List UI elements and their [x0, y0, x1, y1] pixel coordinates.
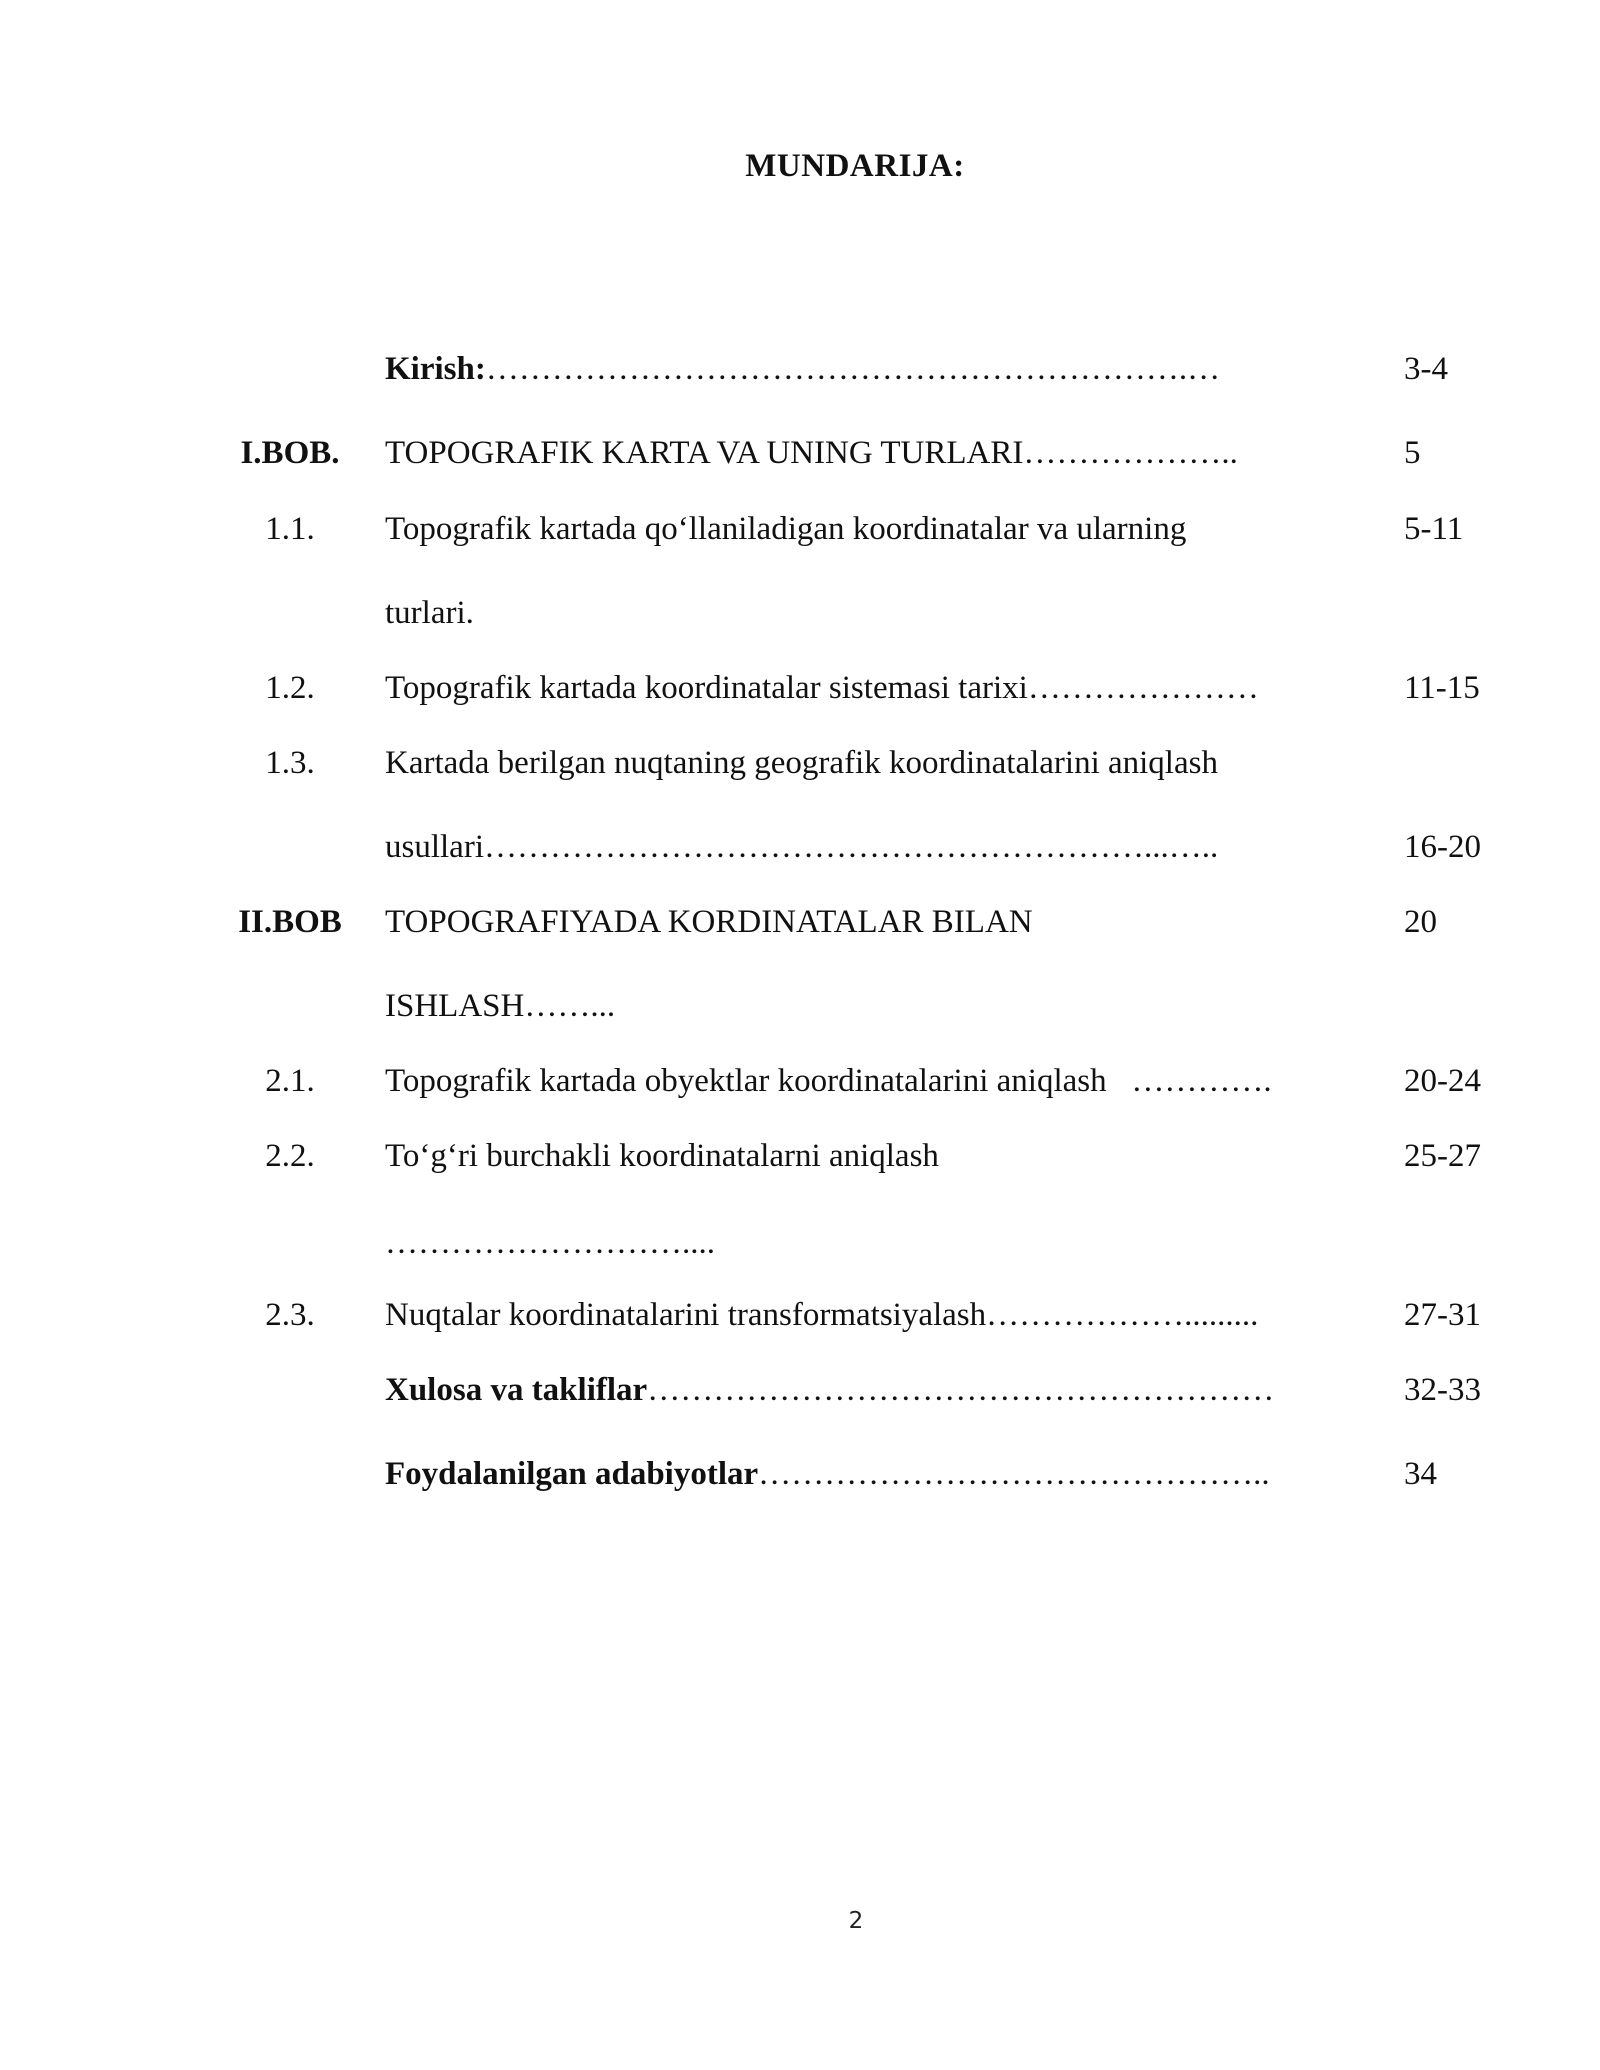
- toc-entry-page: 5-11: [1404, 511, 1464, 547]
- toc-entry-page: 5: [1404, 435, 1421, 471]
- toc-entry-page: 20: [1404, 904, 1437, 940]
- toc-entry-page: 20-24: [1404, 1063, 1481, 1099]
- toc-entry-title: TOPOGRAFIK KARTA VA UNING TURLARI………………..: [385, 435, 1238, 471]
- toc-entry-page: 32-33: [1404, 1372, 1481, 1408]
- toc-entry-title: ISHLASH……...: [385, 988, 616, 1024]
- page-number: 2: [848, 1908, 864, 1934]
- toc-entry-title: To‘g‘ri burchakli koordinatalarni aniqlash: [385, 1138, 939, 1174]
- toc-entry-page: 27-31: [1404, 1297, 1481, 1333]
- toc-entry-title: Foydalanilgan adabiyotlar………………………………………..: [385, 1456, 1270, 1492]
- page-title: MUNDARIJA:: [745, 148, 965, 184]
- toc-entry-page: 34: [1404, 1456, 1437, 1492]
- toc-leader-dots: ………………………....: [385, 1225, 715, 1261]
- toc-entry-number: 1.2.: [265, 670, 315, 706]
- toc-entry-title: Topografik kartada koordinatalar sistemasi tarixi…………………: [385, 670, 1259, 706]
- toc-entry-number: II.BOB: [238, 904, 342, 940]
- toc-entry-title: usullari……………………………………………………...…..: [385, 829, 1219, 865]
- toc-entry-title: Kirish:……………………………………………………….…: [385, 351, 1221, 387]
- toc-entry-page: 3-4: [1404, 351, 1448, 387]
- toc-entry-title: Nuqtalar koordinatalarini transformatsiyalash……………….........: [385, 1297, 1259, 1333]
- toc-entry-title: Topografik kartada qo‘llaniladigan koordinatalar va ularning: [385, 511, 1187, 547]
- toc-entry-page: 11-15: [1404, 670, 1480, 706]
- toc-entry-number: 2.3.: [265, 1297, 315, 1333]
- toc-entry-number: 1.3.: [265, 745, 315, 781]
- toc-entry-title: Kartada berilgan nuqtaning geografik koordinatalarini aniqlash: [385, 745, 1218, 781]
- toc-entry-title: turlari.: [385, 595, 474, 631]
- toc-entry-number: 2.1.: [265, 1063, 315, 1099]
- toc-entry-title: TOPOGRAFIYADA KORDINATALAR BILAN: [385, 904, 1033, 940]
- toc-entry-page: 25-27: [1404, 1138, 1481, 1174]
- toc-entry-number: 2.2.: [265, 1138, 315, 1174]
- toc-entry-number: 1.1.: [265, 511, 315, 547]
- toc-entry-page: 16-20: [1404, 829, 1481, 865]
- toc-entry-title: Xulosa va takliflar…………………………………………………: [385, 1372, 1275, 1408]
- toc-entry-number: I.BOB.: [240, 435, 340, 471]
- toc-entry-title: Topografik kartada obyektlar koordinatalarini aniqlash ………….: [385, 1063, 1272, 1099]
